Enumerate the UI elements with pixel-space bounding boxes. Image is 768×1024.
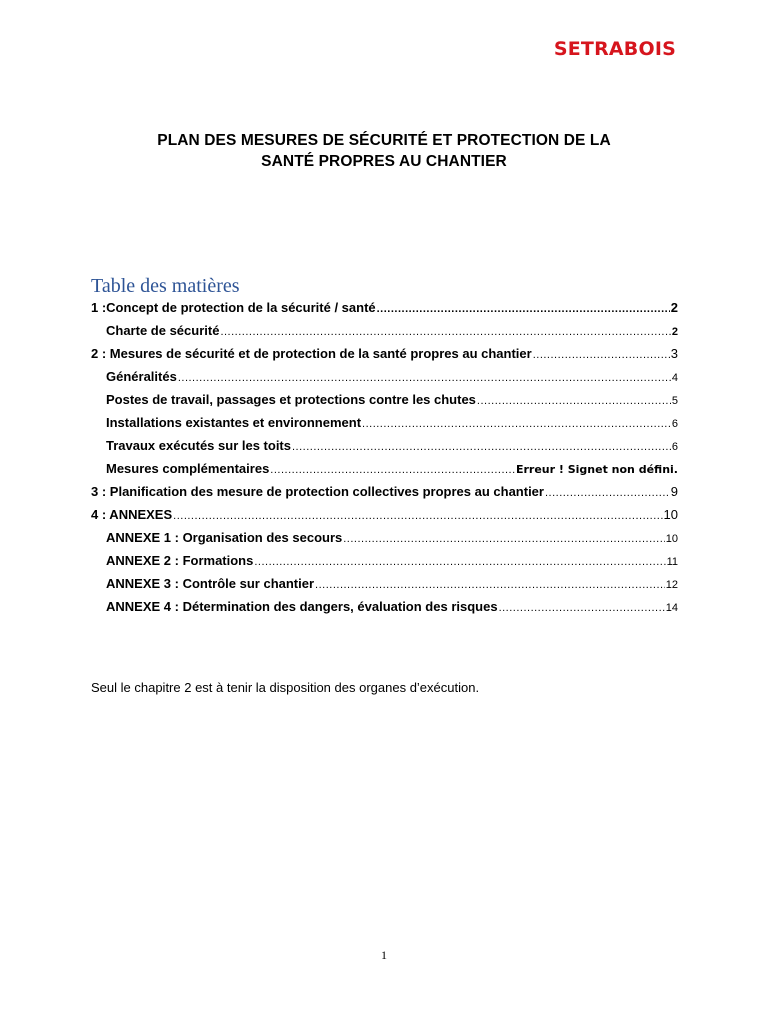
toc-entry-2-1[interactable] bbox=[91, 365, 678, 388]
toc-entry-page: 2 bbox=[671, 326, 678, 338]
body-note: Seul le chapitre 2 est à tenir la disposition des organes d’exécution. bbox=[91, 680, 480, 695]
toc-entry-title: Travaux exécutés sur les toits bbox=[106, 438, 291, 453]
toc-entry-page: 12 bbox=[665, 579, 678, 591]
document-title bbox=[100, 130, 668, 172]
toc-entry-page: 11 bbox=[666, 556, 678, 568]
toc-entry-4-3[interactable] bbox=[91, 572, 678, 595]
toc-entry-2-2[interactable] bbox=[91, 388, 678, 411]
toc-leader-dots bbox=[173, 505, 662, 528]
toc-entry-page: 6 bbox=[671, 441, 678, 453]
toc-heading: Table des matières bbox=[91, 275, 240, 297]
toc-entry-page: 14 bbox=[665, 602, 678, 614]
toc-leader-dots bbox=[254, 551, 665, 574]
toc-entry-title: Charte de sécurité bbox=[106, 323, 220, 338]
company-brand: SETRABOIS bbox=[553, 38, 676, 60]
toc-entry-page: 9 bbox=[670, 484, 678, 499]
toc-entry-4-1[interactable] bbox=[91, 526, 678, 549]
toc-entry-2[interactable] bbox=[91, 342, 678, 365]
toc-entry-2-3[interactable] bbox=[91, 411, 678, 434]
toc-leader-dots bbox=[533, 344, 670, 367]
toc-entry-title: Généralités bbox=[106, 369, 177, 384]
toc-entry-page: 10 bbox=[665, 533, 678, 545]
toc-leader-dots bbox=[292, 436, 671, 459]
toc-entry-title: Mesures complémentaires bbox=[106, 461, 270, 476]
toc-entry-page: 4 bbox=[671, 372, 678, 384]
toc-entry-page: 2 bbox=[670, 300, 678, 315]
toc-entry-1[interactable] bbox=[91, 296, 678, 319]
toc-entry-page-error: Erreur ! Signet non défini. bbox=[515, 463, 678, 476]
toc-entry-title: Installations existantes et environnement bbox=[106, 415, 362, 430]
toc-leader-dots bbox=[343, 528, 665, 551]
toc-entry-page: 6 bbox=[671, 418, 678, 430]
toc-entry-1-1[interactable] bbox=[91, 319, 678, 342]
toc-entry-4-2[interactable] bbox=[91, 549, 678, 572]
toc-entry-title: ANNEXE 2 : Formations bbox=[106, 553, 254, 568]
toc-leader-dots bbox=[270, 459, 515, 482]
toc-leader-dots bbox=[362, 413, 671, 436]
toc-leader-dots bbox=[315, 574, 665, 597]
toc-entry-page: 5 bbox=[671, 395, 678, 407]
toc-entry-3[interactable] bbox=[91, 480, 678, 503]
toc-entry-2-5[interactable] bbox=[91, 457, 678, 480]
toc-entry-title: ANNEXE 1 : Organisation des secours bbox=[106, 530, 343, 545]
toc-entry-title: 1 :Concept de protection de la sécurité / santé bbox=[91, 300, 376, 315]
toc-entry-4-4[interactable] bbox=[91, 595, 678, 618]
toc-entry-title: Postes de travail, passages et protections contre les chutes bbox=[106, 392, 476, 407]
toc-leader-dots bbox=[499, 597, 665, 620]
toc-entry-title: 4 : ANNEXES bbox=[91, 507, 173, 522]
toc-entry-title: ANNEXE 3 : Contrôle sur chantier bbox=[106, 576, 315, 591]
toc-entry-title: 2 : Mesures de sécurité et de protection de la santé propres au chantier bbox=[91, 346, 532, 361]
toc-leader-dots bbox=[220, 321, 670, 344]
toc-leader-dots bbox=[178, 367, 671, 390]
toc-leader-dots bbox=[377, 298, 670, 321]
page-number: 1 bbox=[381, 948, 387, 962]
document-title-line-2: SANTÉ PROPRES AU CHANTIER bbox=[261, 153, 507, 170]
toc-entry-2-4[interactable] bbox=[91, 434, 678, 457]
table-of-contents bbox=[91, 296, 678, 618]
toc-entry-4[interactable] bbox=[91, 503, 678, 526]
toc-leader-dots bbox=[545, 482, 670, 505]
toc-entry-page: 3 bbox=[670, 346, 678, 361]
toc-entry-title: 3 : Planification des mesure de protection collectives propres au chantier bbox=[91, 484, 544, 499]
document-title-line-1: PLAN DES MESURES DE SÉCURITÉ ET PROTECTION DE LA bbox=[157, 132, 611, 149]
toc-entry-page: 10 bbox=[663, 507, 678, 522]
toc-entry-title: ANNEXE 4 : Détermination des dangers, évaluation des risques bbox=[106, 599, 498, 614]
toc-leader-dots bbox=[477, 390, 671, 413]
